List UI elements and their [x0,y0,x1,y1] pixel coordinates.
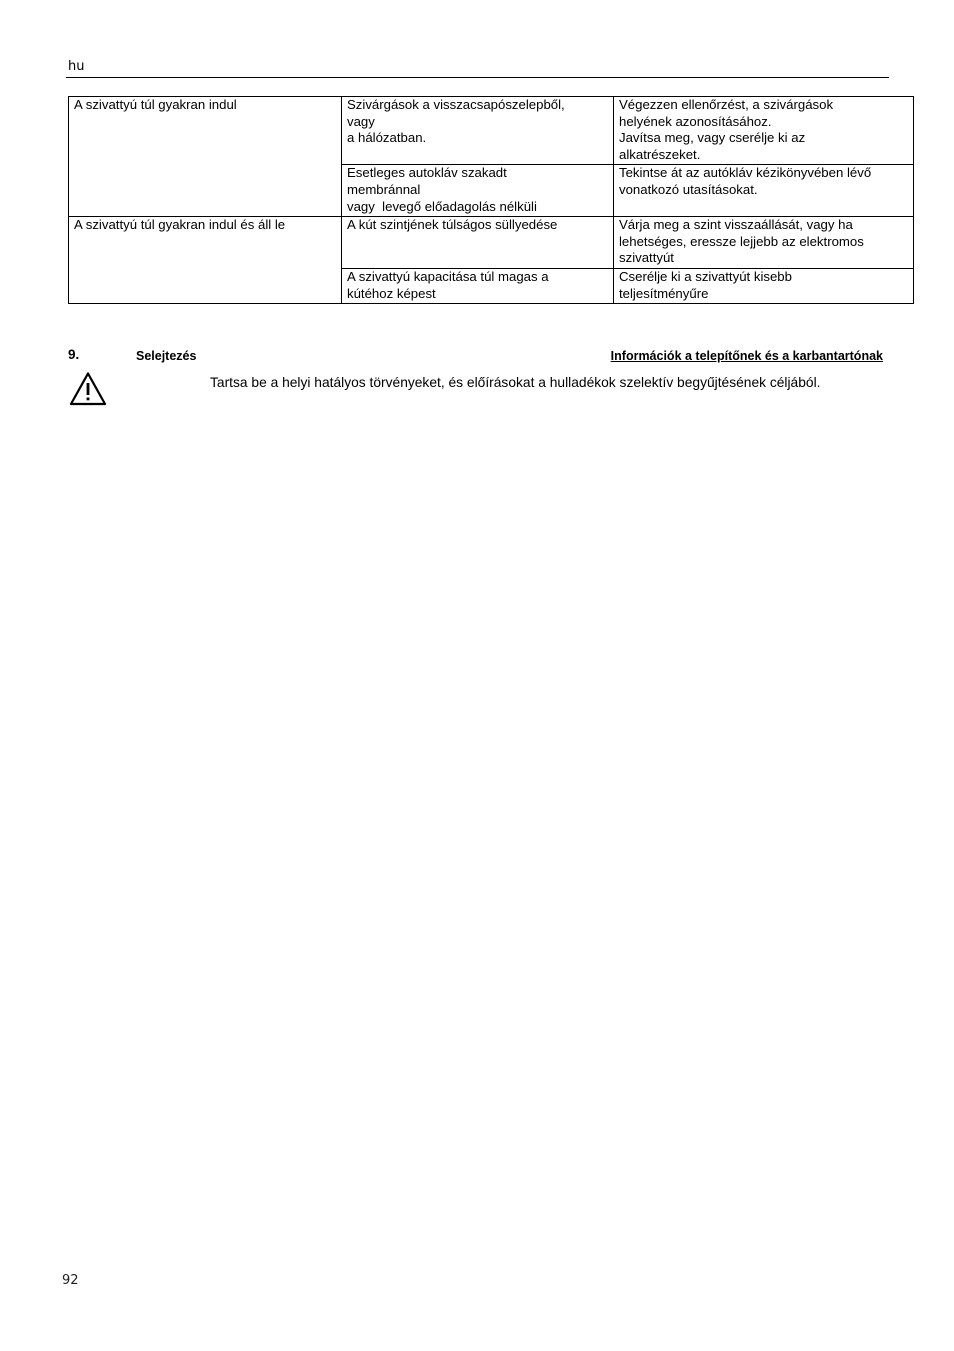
remedy-line: lehetséges, eressze lejjebb az elektromos [619,233,864,249]
problem-text: A szivattyú túl gyakran indul és áll le [74,217,286,233]
remedy-line: Cserélje ki a szivattyút kisebb [619,268,792,284]
cause-cell [342,165,614,217]
troubleshooting-table [68,96,914,304]
cause-line: vagy levegő előadagolás nélküli [347,198,537,214]
remedy-line: helyének azonosításához. [619,113,772,129]
header-rule [66,77,889,78]
remedy-cell [614,165,914,217]
remedy-line: Végezzen ellenőrzést, a szivárgások [619,97,834,112]
disposal-text: Tartsa be a helyi hatályos törvényeket, és előírásokat a hulladékok szelektív begyűjtésének céljából. [210,375,821,390]
cause-line: a hálózatban. [347,130,427,146]
cause-line: kútéhoz képest [347,285,436,301]
remedy-line: Tekintse át az autókláv kézikönyvében lévő [619,165,872,181]
problem-text: A szivattyú túl gyakran indul [74,97,237,112]
language-code: hu [68,59,85,74]
cause-line: Szivárgások a visszacsapószelepből, [347,97,565,112]
remedy-line: Javítsa meg, vagy cserélje ki az [619,130,806,146]
table-row [69,97,914,165]
cause-line: Esetleges autokláv szakadt [347,165,507,181]
section-title: Selejtezés [136,349,197,363]
cause-line: A kút szintjének túlságos süllyedése [347,217,558,233]
problem-cell [69,217,342,304]
remedy-line: szivattyút [619,250,674,266]
section-number: 9. [68,347,80,362]
remedy-line: teljesítményűre [619,285,709,301]
remedy-line: alkatrészeket. [619,146,701,162]
cause-line: membránnal [347,181,421,197]
cause-cell [342,268,614,303]
remedy-line: Várja meg a szint visszaállását, vagy ha [619,217,853,233]
remedy-cell [614,97,914,165]
cause-line: A szivattyú kapacitása túl magas a [347,268,549,284]
table-row [69,217,914,269]
problem-cell [69,97,342,217]
cause-cell [342,217,614,269]
remedy-cell [614,268,914,303]
remedy-line: vonatkozó utasításokat. [619,181,758,197]
page-number: 92 [62,1273,79,1288]
cause-line: vagy [347,113,375,129]
section-audience: Információk a telepítőnek és a karbantartónak [610,349,883,363]
warning-triangle-icon [69,371,107,406]
remedy-cell [614,217,914,269]
cause-cell [342,97,614,165]
